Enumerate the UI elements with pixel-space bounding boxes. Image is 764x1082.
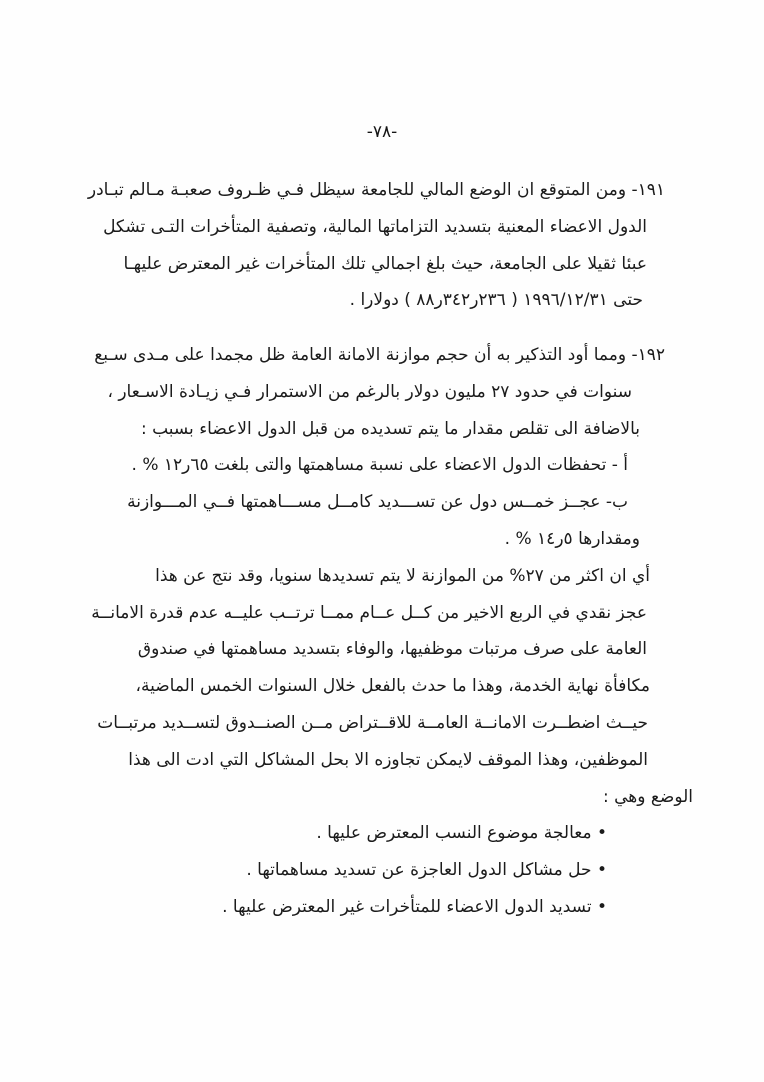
- text-line: عبئا ثقيلا على الجامعة، حيث بلغ اجمالي تلك المتأخرات غير المعترض عليهـا: [123, 253, 647, 274]
- page-number: -٧٨-: [366, 122, 398, 142]
- text-line: ب- عجــز خمــس دول عن تســـديد كامــل مســـاهمتها فــي المـــوازنة: [127, 492, 628, 513]
- text-line: حيــث اضطــرت الامانــة العامــة للاقــتراض مــن الصنــدوق لتســديد مرتبــات: [97, 712, 648, 733]
- text-line: سنوات في حدود ٢٧ مليون دولار بالرغم من الاستمرار فـي زيـادة الاسـعار ،: [107, 381, 632, 402]
- text-line: ١٩٢- ومما أود التذكير به أن حجم موازنة الامانة العامة ظل مجمدا على مـدى سـبع: [94, 345, 665, 365]
- paragraph-191: [30, 172, 665, 319]
- text-line: الدول الاعضاء المعنية بتسديد التزاماتها المالية، وتصفية المتأخرات التـى تشكل: [103, 216, 647, 237]
- text-line: أي ان اكثر من ٢٧% من الموازنة لا يتم تسديدها سنويا، وقد نتج عن هذا: [155, 565, 650, 586]
- text-line: الوضع وهي :: [602, 786, 693, 807]
- text-line: حتى ١٩٩٦/١٢/٣١ ( ٢٣٦ر٣٤٢ر٨٨ ) دولارا .: [349, 290, 643, 311]
- text-line: أ - تحفظات الدول الاعضاء على نسبة مساهمتها والتى بلغت ٦٥ر١٢ % .: [131, 455, 628, 476]
- text-line: عجز نقدي في الربع الاخير من كــل عــام ممــا ترتــب عليــه عدم قدرة الامانــة: [91, 602, 647, 623]
- text-line: • حل مشاكل الدول العاجزة عن تسديد مساهماتها .: [246, 860, 607, 881]
- text-line: ١٩١- ومن المتوقع ان الوضع المالي للجامعة سيظل فـي ظـروف صعبـة مـالم تبـادر: [87, 180, 665, 200]
- paragraph-192: [30, 337, 693, 926]
- text-line: بالاضافة الى تقلص مقدار ما يتم تسديده من قبل الدول الاعضاء بسبب :: [140, 418, 640, 439]
- text-line: العامة على صرف مرتبات موظفيها، والوفاء بتسديد مساهمتها في صندوق: [137, 639, 647, 660]
- text-line: • تسديد الدول الاعضاء للمتأخرات غير المعترض عليها .: [222, 896, 607, 917]
- text-line: ومقدارها ٥ر١٤ % .: [504, 528, 640, 549]
- text-line: • معالجة موضوع النسب المعترض عليها .: [316, 823, 607, 844]
- text-line: مكافأة نهاية الخدمة، وهذا ما حدث بالفعل خلال السنوات الخمس الماضية،: [135, 676, 650, 697]
- text-line: الموظفين، وهذا الموقف لايمكن تجاوزه الا بحل المشاكل التي ادت الى هذا: [128, 749, 648, 770]
